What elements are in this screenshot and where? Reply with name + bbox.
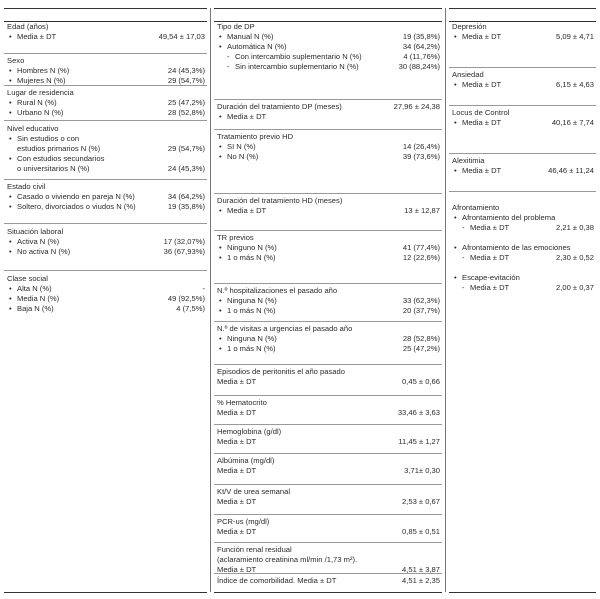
table-row xyxy=(4,32,207,42)
row-label: Media ± DT xyxy=(217,377,257,386)
row-value: 20 (37,7%) xyxy=(402,306,440,315)
row-value: 30 (88,24%) xyxy=(398,62,440,71)
table-row xyxy=(214,112,442,122)
bullet-icon: • xyxy=(9,154,12,163)
row-value: 28 (52,8%) xyxy=(167,108,205,117)
row-separator xyxy=(214,364,442,365)
variable-section xyxy=(4,227,207,257)
row-label: Mujeres N (%) xyxy=(17,76,66,85)
section-title: Clase social xyxy=(7,274,48,283)
section-title: Nivel educativo xyxy=(7,124,59,133)
table-row xyxy=(449,243,596,253)
row-value: 49,54 ± 17,03 xyxy=(158,32,205,41)
variable-section xyxy=(214,286,442,316)
row-label: Baja N (%) xyxy=(17,304,54,313)
row-separator xyxy=(4,223,207,224)
dash-icon: - xyxy=(227,52,230,61)
bullet-icon: • xyxy=(9,108,12,117)
table-row xyxy=(4,192,207,202)
row-label: Hombres N (%) xyxy=(17,66,70,75)
bullet-icon: • xyxy=(454,213,457,222)
variable-section xyxy=(4,56,207,86)
table-row xyxy=(214,497,442,507)
row-value: 5,09 ± 4,71 xyxy=(556,32,594,41)
bullet-icon: • xyxy=(9,284,12,293)
table-row xyxy=(449,32,596,42)
row-value: 33,46 ± 3,63 xyxy=(397,408,440,417)
row-separator xyxy=(449,191,596,192)
row-label: Sin estudios o con xyxy=(17,134,80,143)
row-label: SI N (%) xyxy=(227,142,256,151)
table-row xyxy=(4,98,207,108)
table-row xyxy=(4,134,207,144)
bullet-icon: • xyxy=(9,294,12,303)
row-value: 29 (54,7%) xyxy=(167,76,205,85)
column-divider xyxy=(445,8,446,592)
variable-section xyxy=(214,427,442,447)
row-label: o universitarios N (%) xyxy=(17,164,90,173)
table-row xyxy=(4,284,207,294)
table-row xyxy=(214,62,442,72)
table-row xyxy=(4,294,207,304)
variable-section xyxy=(214,233,442,263)
row-separator xyxy=(449,153,596,154)
row-label: (aclaramiento creatinina ml/min /1,73 m²). xyxy=(217,555,358,564)
section-title: Episodios de peritonitis el año pasado xyxy=(217,367,345,376)
table-row xyxy=(449,283,596,293)
row-label: Media ± DT xyxy=(227,112,267,121)
bullet-icon: • xyxy=(9,304,12,313)
row-value: 24 (45,3%) xyxy=(167,66,205,75)
table-row xyxy=(214,152,442,162)
section-title: N.º de visitas a urgencias el pasado año xyxy=(217,324,353,333)
section-title: Situación laboral xyxy=(7,227,64,236)
bullet-icon: • xyxy=(219,334,222,343)
row-label: Manual N (%) xyxy=(227,32,274,41)
variable-section xyxy=(214,487,442,507)
bullet-icon: • xyxy=(454,32,457,41)
bullet-icon: • xyxy=(219,344,222,353)
row-value: 27,96 ± 24,38 xyxy=(393,102,440,111)
row-separator xyxy=(214,129,442,130)
section-title: Ansiedad xyxy=(452,70,484,79)
row-value: 11,45 ± 1,27 xyxy=(398,437,440,446)
row-value: 29 (54,7%) xyxy=(167,144,205,153)
row-label: Duración del tratamiento DP (meses) xyxy=(217,102,342,111)
section-title: Duración del tratamiento HD (meses) xyxy=(217,196,343,205)
variable-section xyxy=(4,182,207,212)
section-title: Estado civil xyxy=(7,182,46,191)
table-row xyxy=(214,377,442,387)
row-label: Media ± DT xyxy=(217,565,257,574)
table-row xyxy=(214,52,442,62)
row-label: Índice de comorbilidad. Media ± DT xyxy=(217,576,337,585)
bullet-icon: • xyxy=(219,296,222,305)
row-separator xyxy=(4,270,207,271)
variable-section xyxy=(214,324,442,354)
variable-section xyxy=(449,70,596,90)
table-row xyxy=(4,66,207,76)
row-label: Automática N (%) xyxy=(227,42,287,51)
row-label: Media ± DT xyxy=(217,437,257,446)
row-separator xyxy=(214,542,442,543)
variable-section xyxy=(4,22,207,42)
dash-icon: - xyxy=(462,283,465,292)
row-label: Media ± DT xyxy=(217,527,257,536)
variable-section xyxy=(4,88,207,118)
row-value: 33 (62,3%) xyxy=(402,296,440,305)
table-row xyxy=(449,213,596,223)
table-row xyxy=(214,243,442,253)
bullet-icon: • xyxy=(219,112,222,121)
row-value: 19 (35,8%) xyxy=(167,202,205,211)
table-bottom-rule xyxy=(214,592,442,593)
row-separator xyxy=(4,179,207,180)
column-clinical xyxy=(214,8,442,592)
bullet-icon: • xyxy=(219,306,222,315)
row-separator xyxy=(214,193,442,194)
table-row xyxy=(214,344,442,354)
variable-section xyxy=(214,132,442,162)
row-value: 4 (7,5%) xyxy=(176,304,205,313)
row-separator xyxy=(214,230,442,231)
table-row xyxy=(214,408,442,418)
section-title: Locus de Control xyxy=(452,108,510,117)
bullet-icon: • xyxy=(454,273,457,282)
column-header xyxy=(449,8,596,22)
table-row xyxy=(4,202,207,212)
table-row xyxy=(4,108,207,118)
variable-section xyxy=(214,196,442,216)
variable-section xyxy=(449,203,596,293)
table-row xyxy=(449,273,596,283)
row-separator xyxy=(214,514,442,515)
table-row xyxy=(4,164,207,174)
variable-section xyxy=(214,545,442,575)
row-separator xyxy=(4,120,207,121)
bullet-icon: • xyxy=(219,32,222,41)
table-row xyxy=(449,253,596,263)
row-value: 36 (67,93%) xyxy=(163,247,205,256)
row-value: 46,46 ± 11,24 xyxy=(548,166,594,175)
row-label: Escape-evitación xyxy=(462,273,520,282)
table-row xyxy=(214,206,442,216)
row-label: Activa N (%) xyxy=(17,237,60,246)
table-row xyxy=(214,334,442,344)
bullet-icon: • xyxy=(454,166,457,175)
section-title: Tratamiento previo HD xyxy=(217,132,294,141)
row-label: Media N (%) xyxy=(17,294,60,303)
row-label: No activa N (%) xyxy=(17,247,71,256)
bullet-icon: • xyxy=(219,152,222,161)
row-label: Media ± DT xyxy=(217,466,257,475)
table-bottom-rule xyxy=(4,592,207,593)
row-separator xyxy=(214,99,442,100)
table-row xyxy=(4,144,207,154)
row-label: Ninguna N (%) xyxy=(227,296,277,305)
row-label: 1 o más N (%) xyxy=(227,344,276,353)
section-title: Albúmina (mg/dl) xyxy=(217,456,275,465)
variable-section xyxy=(214,398,442,418)
table-row xyxy=(214,555,442,565)
variable-section xyxy=(214,576,442,586)
bullet-icon: • xyxy=(9,76,12,85)
table-row xyxy=(449,80,596,90)
row-label: Media ± DT xyxy=(462,80,502,89)
table-row xyxy=(214,142,442,152)
column-sociodemographic xyxy=(4,8,207,592)
section-title: TR previos xyxy=(217,233,254,242)
section-title: N.º hospitalizaciones el pasado año xyxy=(217,286,338,295)
row-label: No N (%) xyxy=(227,152,259,161)
row-value: 2,30 ± 0,52 xyxy=(556,253,594,262)
table-row xyxy=(214,437,442,447)
row-value: 34 (64,2%) xyxy=(402,42,440,51)
section-title: Alexitimia xyxy=(452,156,485,165)
table-row xyxy=(449,166,596,176)
row-label: Con intercambio suplementario N (%) xyxy=(235,52,362,61)
column-divider xyxy=(210,8,211,592)
row-label: Media ± DT xyxy=(227,206,267,215)
table-row xyxy=(4,304,207,314)
dash-icon: - xyxy=(227,62,230,71)
row-value: 2,53 ± 0,67 xyxy=(402,497,440,506)
table-row xyxy=(449,263,596,273)
bullet-icon: • xyxy=(454,80,457,89)
section-title: Hemoglobina (g/dl) xyxy=(217,427,282,436)
row-label: Con estudios secundarios xyxy=(17,154,105,163)
row-separator xyxy=(214,484,442,485)
table-row xyxy=(214,466,442,476)
table-row xyxy=(4,237,207,247)
row-value: 0,85 ± 0,51 xyxy=(402,527,440,536)
row-label: Afrontamiento de las emociones xyxy=(462,243,571,252)
row-value: 4 (11,76%) xyxy=(403,52,440,61)
row-separator xyxy=(4,85,207,86)
bullet-icon: • xyxy=(219,142,222,151)
dash-icon: - xyxy=(462,223,465,232)
bullet-icon: • xyxy=(454,243,457,252)
column-header xyxy=(214,8,442,22)
column-header xyxy=(4,8,207,22)
row-label: 1 o más N (%) xyxy=(227,253,276,262)
dash-icon: - xyxy=(462,253,465,262)
row-value: 12 (22,6%) xyxy=(402,253,440,262)
table-row xyxy=(4,247,207,257)
table-row xyxy=(4,154,207,164)
bullet-icon: • xyxy=(219,206,222,215)
variable-section xyxy=(449,156,596,176)
section-title: Lugar de residencia xyxy=(7,88,74,97)
table-row xyxy=(449,233,596,243)
variable-section xyxy=(214,517,442,537)
row-label: Media ± DT xyxy=(470,223,510,232)
row-label: Casado o viviendo en pareja N (%) xyxy=(17,192,135,201)
row-label: Media ± DT xyxy=(217,497,257,506)
row-label: Alta N (%) xyxy=(17,284,52,293)
row-separator xyxy=(4,53,207,54)
section-title: Tipo de DP xyxy=(217,22,255,31)
variable-section xyxy=(4,274,207,314)
table-row xyxy=(214,253,442,263)
section-title: Edad (años) xyxy=(7,22,49,31)
section-title: Sexo xyxy=(7,56,25,65)
row-label: Ninguna N (%) xyxy=(227,334,277,343)
row-label: Afrontamiento del problema xyxy=(462,213,556,222)
bullet-icon: • xyxy=(219,253,222,262)
row-label: Media ± DT xyxy=(17,32,57,41)
table-row xyxy=(449,223,596,233)
row-value: 13 ± 12,87 xyxy=(404,206,440,215)
section-title: Kt/V de urea semanal xyxy=(217,487,291,496)
row-value: 41 (77,4%) xyxy=(402,243,440,252)
table-row xyxy=(449,118,596,128)
bullet-icon: • xyxy=(454,118,457,127)
row-value: 14 (26,4%) xyxy=(402,142,440,151)
row-value: 2,21 ± 0,38 xyxy=(556,223,594,232)
bullet-icon: • xyxy=(219,42,222,51)
row-label: Urbano N (%) xyxy=(17,108,64,117)
row-value: 4,51 ± 2,35 xyxy=(402,576,440,585)
table-row xyxy=(214,42,442,52)
variable-section xyxy=(214,22,442,72)
bullet-icon: • xyxy=(9,134,12,143)
section-title: Depresión xyxy=(452,22,487,31)
bullet-icon: • xyxy=(9,66,12,75)
row-label: estudios primarios N (%) xyxy=(17,144,101,153)
row-separator xyxy=(214,424,442,425)
row-value: 19 (35,8%) xyxy=(402,32,440,41)
row-label: Media ± DT xyxy=(462,118,502,127)
section-title: Afrontamiento xyxy=(452,203,500,212)
row-label: Soltero, divorciados o viudos N (%) xyxy=(17,202,136,211)
bullet-icon: • xyxy=(9,192,12,201)
variable-section xyxy=(449,22,596,42)
row-separator xyxy=(214,321,442,322)
row-separator xyxy=(214,573,442,574)
row-value: 4,51 ± 3,87 xyxy=(402,565,440,574)
variable-section xyxy=(214,367,442,387)
row-value: 2,00 ± 0,37 xyxy=(556,283,594,292)
bullet-icon: • xyxy=(219,243,222,252)
row-label: Rural N (%) xyxy=(17,98,57,107)
row-label: 1 o más N (%) xyxy=(227,306,276,315)
row-label: Media ± DT xyxy=(462,32,502,41)
row-separator xyxy=(214,395,442,396)
bullet-icon: • xyxy=(9,202,12,211)
row-separator xyxy=(214,283,442,284)
row-value: - xyxy=(202,284,205,293)
variable-section xyxy=(214,456,442,476)
section-title: Función renal residual xyxy=(217,545,292,554)
row-value: 28 (52,8%) xyxy=(402,334,440,343)
variable-section xyxy=(449,108,596,128)
table-bottom-rule xyxy=(449,592,596,593)
row-value: 40,16 ± 7,74 xyxy=(551,118,594,127)
table-row xyxy=(214,102,442,112)
table-row xyxy=(214,576,442,586)
row-label: Sin intercambio suplementario N (%) xyxy=(235,62,359,71)
row-value: 3,71± 0,30 xyxy=(404,466,440,475)
row-value: 39 (73,6%) xyxy=(402,152,440,161)
row-value: 24 (45,3%) xyxy=(167,164,205,173)
row-value: 6,15 ± 4,63 xyxy=(556,80,594,89)
row-separator xyxy=(214,453,442,454)
row-label: Media ± DT xyxy=(462,166,502,175)
row-label: Media ± DT xyxy=(217,408,257,417)
row-value: 34 (64,2%) xyxy=(167,192,205,201)
bullet-icon: • xyxy=(9,32,12,41)
bullet-icon: • xyxy=(9,237,12,246)
bullet-icon: • xyxy=(9,247,12,256)
table-row xyxy=(214,296,442,306)
row-label: Ninguno N (%) xyxy=(227,243,277,252)
row-label: Media ± DT xyxy=(470,283,510,292)
row-value: 25 (47,2%) xyxy=(167,98,205,107)
column-psychological xyxy=(449,8,596,592)
row-separator xyxy=(449,105,596,106)
row-value: 25 (47,2%) xyxy=(402,344,440,353)
row-value: 17 (32,07%) xyxy=(163,237,205,246)
row-separator xyxy=(449,67,596,68)
row-value: 49 (92,5%) xyxy=(167,294,205,303)
variable-section xyxy=(4,124,207,174)
variable-section xyxy=(214,102,442,122)
row-value: 0,45 ± 0,66 xyxy=(402,377,440,386)
row-label: Media ± DT xyxy=(470,253,510,262)
table-row xyxy=(214,306,442,316)
section-title: % Hematocrito xyxy=(217,398,267,407)
table-row xyxy=(214,32,442,42)
table-row xyxy=(214,527,442,537)
bullet-icon: • xyxy=(9,98,12,107)
section-title: PCR-us (mg/dl) xyxy=(217,517,270,526)
